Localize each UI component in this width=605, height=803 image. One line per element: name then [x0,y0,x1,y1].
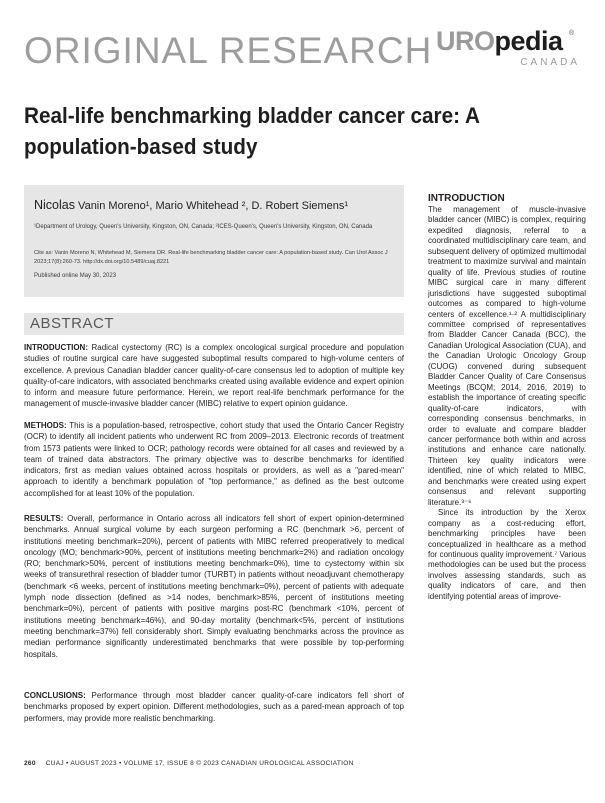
logo-subtext: CANADA [520,57,580,68]
journal-info: CUAJ • AUGUST 2023 • VOLUME 17, ISSUE 8 © 2023 CANADIAN UROLOGICAL ASSOCIATION [45,760,354,767]
introduction-paragraph: The management of muscle-invasive bladder cancer (MIBC) is complex, requiring expedited diagnosis, referral to a coordinated multidisciplinary care team, and subsequent delivery of optimized multimodal treatment to maximize survival and maintain quality of life. Previous studies of routine MIBC surgical care in many different jurisdictions have suggested suboptimal outcomes as compared to high-volume centers of excellence.¹·² A multidisciplinary committee comprised of representatives from Bladder Cancer Canada (BCC), the Canadian Urological Association (CUA), and the Canadian Urologic Oncology Group (CUOG) convened during subsequent Bladder Cancer Quality of Care Consensus Meetings (BCQM; 2014, 2016, 2019) to establish the importance of creating specific quality-of-care indicators, with corresponding consensus benchmarks, in order to evaluate and compare bladder cancer performance both within and across institutions and enhance care nationally. Thirteen key quality indicators were identified, nine of which related to MIBC, and benchmarks were created using expert consensus and relevant supporting literature.³⁻⁶ [428,205,586,507]
page-number: 260 [24,760,36,767]
page-footer [24,760,354,767]
first-author-name: Nicolas [34,198,75,212]
logo-main-text: pedia [494,26,563,56]
abstract-heading: ABSTRACT [30,315,115,332]
published-date: Published online May 30, 2023 [34,273,117,279]
abstract-results [24,513,404,660]
abstract-conclusions [24,690,404,724]
abstract-lead: CONCLUSIONS: [24,691,86,700]
affiliations: ¹Department of Urology, Queen's University, Kingston, ON, Canada; ²ICES-Queen's, Queen's University, Kingston, ON, Canada [34,224,373,230]
introduction-column [428,193,586,602]
citation: Cite as: Vanin Moreno N, Whitehead M, Siemens DR. Real-life benchmarking bladder cancer care: A population-based study. Can Urol Assoc J 2023;17(8):260-73. http://dx.doi.org/10.5489/cuaj.8221 [34,250,388,265]
article-title: Real-life benchmarking bladder cancer care: A population-based study [24,103,480,159]
author-list [34,198,348,212]
author-names: Vanin Moreno¹, Mario Whitehead ², D. Robert Siemens¹ [75,200,349,212]
abstract-heading-bar [24,313,404,335]
abstract-text: Overall, performance in Ontario across all indicators fell short of expert opinion-determined benchmarks. Annual surgical volume by each surgeon performing a RC (benchmark >6, percent of institutions meeting benchmark=20%), percent of patients with MIBC referred preoperatively to medical oncology (MO; benchmark>90%, percent of institutions meeting benchmark=2%) and radiation oncology (RO; benchmark>50%, percent of institutions meeting benchmark=0%), time to cystectomy within six weeks of transurethral resection of bladder tumor (TURBT) in patients without neoadjuvant chemotherapy (benchmark <6 weeks, percent of institutions meeting benchmark=0%), percent of patients with adequate lymph node dissection (defined as >14 nodes, benchmark>85%, percent of institutions meeting benchmark=0%), percent of patients with positive margins post-RC (benchmark <10%, percent of institutions meeting benchmark=46%), and 90-day mortality (benchmark<5%, percent of institutions meeting benchmark=37%) fell considerably short. Simply evaluating benchmarks across the province as median performance significantly underestimated benchmarks that were possible by top-performing hospitals. [24,514,404,659]
abstract-lead: METHODS: [24,421,67,430]
uropedia-logo [436,26,584,72]
logo-prefix: URO [436,26,495,56]
abstract-text: Performance through most bladder cancer quality-of-care indicators fell short of benchmarks proposed by expert opinion. Different methodologies, such as a pared-mean approach of top performers, may provide more realistic benchmarking. [24,691,404,723]
abstract-lead: RESULTS: [24,514,64,523]
abstract-methods [24,420,404,499]
logo-wordmark [436,26,563,57]
abstract-introduction [24,342,404,410]
abstract-text: This is a population-based, retrospective, cohort study that used the Ontario Cancer Registry (OCR) to identify all incident patients who underwent RC from 2009–2013. Electronic records of treatment from 1573 patients were linked to OCR; pathology records were obtained for all cases and reviewed by a team of trained data abstractors. The primary objective was to describe benchmarks for identified indicators, first as median values obtained across hospitals or providers, as well as a "pared-mean" approach to identify a benchmark population of "top performance," as defined as the best outcome accomplished for at least 10% of the population. [24,421,404,498]
introduction-paragraph: Since its introduction by the Xerox company as a cost-reducing effort, benchmarking principles have been conceptualized in healthcare as a method for continuous quality improvement.⁷ Various methodologies can be used but the process involves assessing standards, such as quality indicators of care, and then identifying potential areas of improve- [428,508,586,601]
registered-mark: ® [569,30,575,37]
author-info-box [24,185,404,297]
abstract-text: Radical cystectomy (RC) is a complex oncological surgical procedure and population studies of routine surgical care have suggested suboptimal results compared to high-volume centers of excellence. A previous Canadian bladder cancer quality-of-care consensus led to adoption of multiple key quality-of-care indicators, with associated benchmarks created using available evidence and expert opinion to inform and measure future performance. Herein, we report real-life benchmark performance for the management of muscle-invasive bladder cancer (MIBC) relative to expert opinion guidance. [24,343,404,409]
section-label: ORIGINAL RESEARCH [24,30,433,71]
abstract-lead: INTRODUCTION: [24,343,88,352]
introduction-heading: INTRODUCTION [428,193,505,204]
